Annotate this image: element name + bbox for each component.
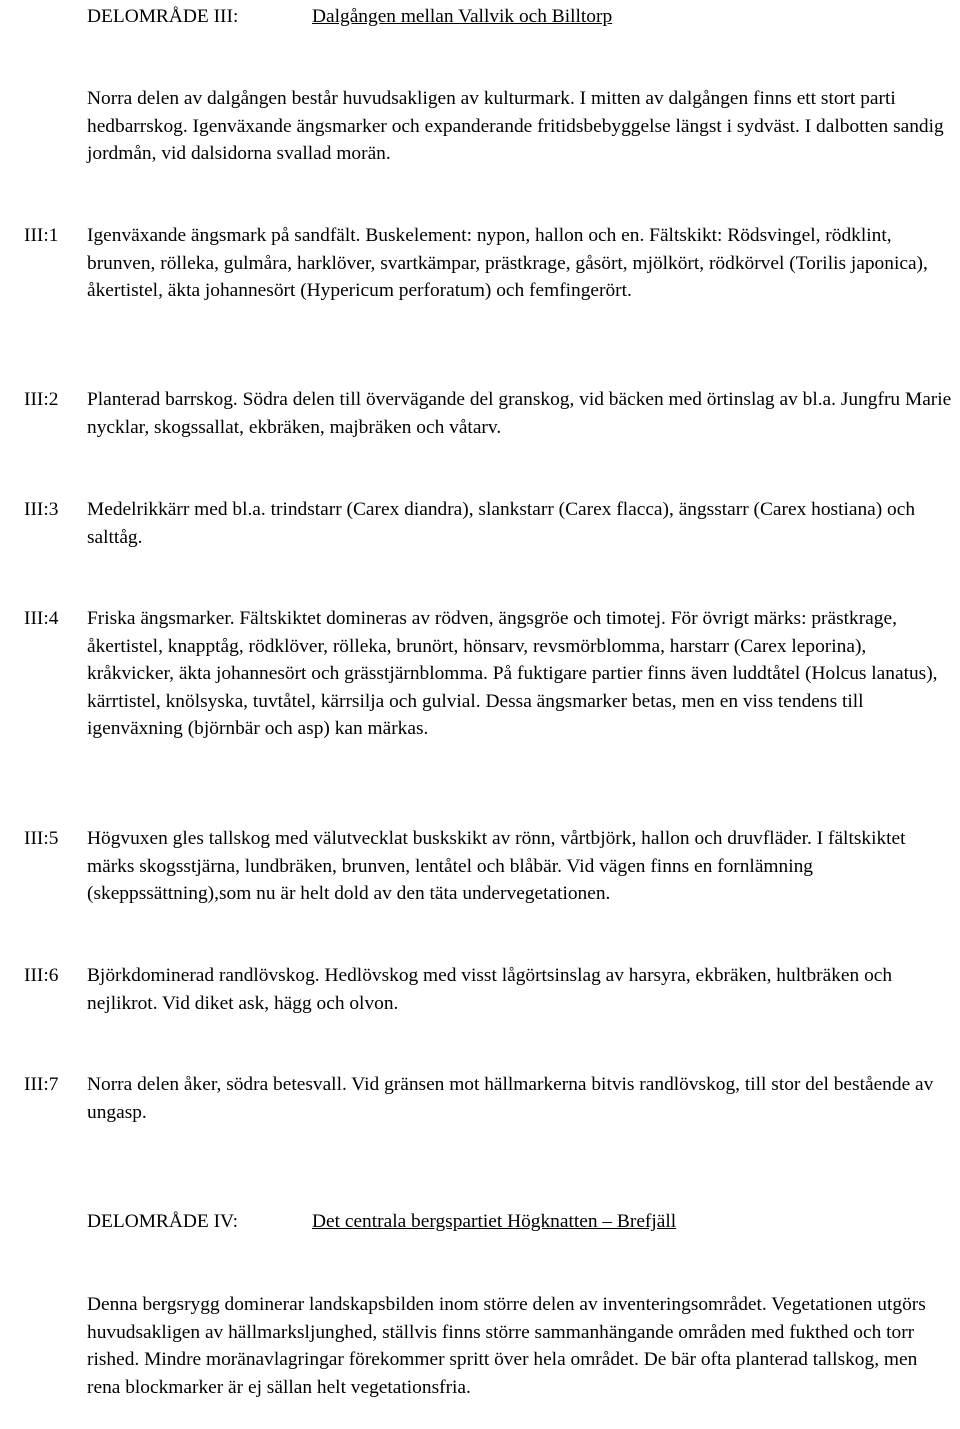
section-title: Dalgången mellan Vallvik och Billtorp [312, 6, 613, 27]
section-heading-4 [87, 1208, 947, 1236]
entry-code: III:2 [24, 389, 59, 410]
section-heading-3 [87, 3, 947, 31]
entry-text: Björkdominerad randlövskog. Hedlövskog med visst lågörtsinslag av harsyra, ekbräken, hultbräken och nejlikrot. Vid diket ask, hägg och olvon. [87, 965, 893, 1014]
entry-code: III:7 [24, 1074, 59, 1095]
entry-text: Friska ängsmarker. Fältskiktet domineras av rödven, ängsgröe och timotej. För övrigt märks: prästkrage, åkertistel, knapptåg, rödklöver, rölleka, brunört, hönsarv, revsmörblomma, harstarr (Carex leporina), kråkvicker, äkta johannesört och grässtjärnblomma. På fuktigare partier finns även luddtåtel (Holcus lanatus), kärrtistel, knölsyska, tuvtåtel, kärrsilja och gulvial. Dessa ängsmarker betas, men en viss tendens till igenväxning (björnbär och asp) kan märkas. [87, 608, 938, 739]
entry-code: III:4 [24, 608, 59, 629]
section-label: DELOMRÅDE III: [87, 6, 239, 27]
entry-text: Högvuxen gles tallskog med välutvecklat buskskikt av rönn, vårtbjörk, hallon och druvfläder. I fältskiktet märks skogsstjärna, lundbräken, brunven, lentåtel och blåbär. Vid vägen finns en fornlämning (skeppssättning),som nu är helt dold av den täta undervegetationen. [87, 828, 906, 904]
entry-text: Igenväxande ängsmark på sandfält. Buskelement: nypon, hallon och en. Fältskikt: Rödsvingel, rödklint, brunven, rölleka, gulmåra, harklöver, svartkämpar, prästkrage, gåsört, mjölkört, rödkörvel (Torilis japonica), åkertistel, äkta johannesört (Hypericum perforatum) och femfingerört. [87, 225, 928, 301]
section-label: DELOMRÅDE IV: [87, 1211, 238, 1232]
section-title: Det centrala bergspartiet Högknatten – Brefjäll [312, 1211, 677, 1232]
section-intro-3: Norra delen av dalgången består huvudsakligen av kulturmark. I mitten av dalgången finns ett stort parti hedbarrskog. Igenväxande ängsmarker och expanderande fritidsbebyggelse längst i sydväst. I dalbotten sandig jordmån, vid dalsidorna svallad morän. [87, 88, 944, 164]
section-intro-4: Denna bergsrygg dominerar landskapsbilden inom större delen av inventeringsområdet. Vegetationen utgörs huvudsakligen av hällmarksljunghed, ställvis finns större sammanhängande områden med fukthed och torr rished. Mindre moränavlagringar förekommer spritt över hela området. De bär ofta planterad tallskog, men rena blockmarker är ej sällan helt vegetationsfria. [87, 1294, 926, 1398]
entry-code: III:3 [24, 499, 59, 520]
entry-text: Norra delen åker, södra betesvall. Vid gränsen mot hällmarkerna bitvis randlövskog, till stor del bestående av ungasp. [87, 1074, 934, 1123]
entry-code: III:5 [24, 828, 59, 849]
entry-code: III:6 [24, 965, 59, 986]
entry-text: Medelrikkärr med bl.a. trindstarr (Carex diandra), slankstarr (Carex flacca), ängsstarr (Carex hostiana) och salttåg. [87, 499, 916, 548]
entry-code: III:1 [24, 225, 59, 246]
entry-text: Planterad barrskog. Södra delen till övervägande del granskog, vid bäcken med örtinslag av bl.a. Jungfru Marie nycklar, skogssallat, ekbräken, majbräken och våtarv. [87, 389, 952, 438]
